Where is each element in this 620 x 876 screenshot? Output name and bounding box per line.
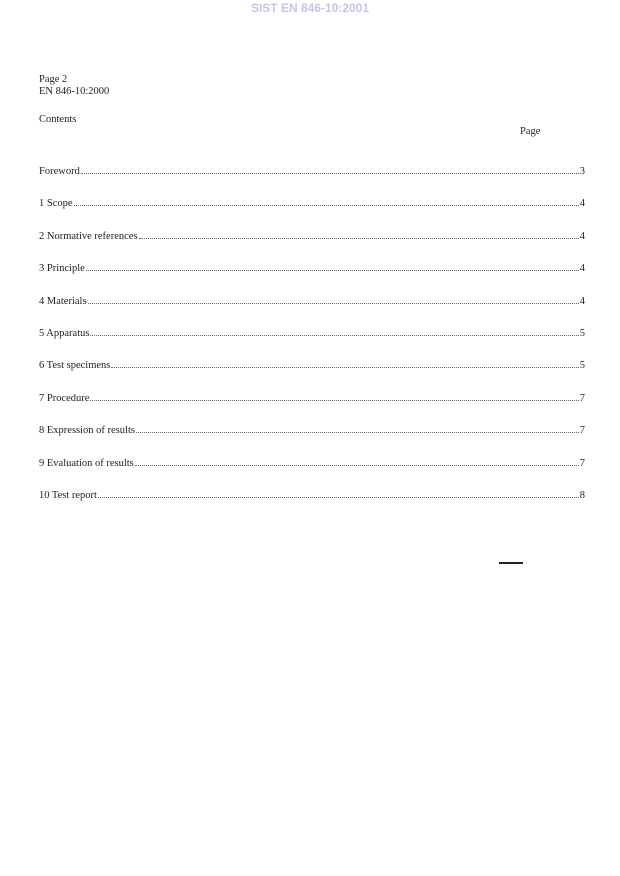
toc-entry[interactable] xyxy=(39,263,585,274)
page-column-label: Page xyxy=(520,126,541,137)
toc-entry-label: Foreword xyxy=(39,166,80,177)
toc-entry-label: 8 Expression of results xyxy=(39,425,135,437)
leader-dots xyxy=(139,238,579,239)
leader-dots xyxy=(74,205,579,206)
toc-entry-page: 7 xyxy=(579,392,585,404)
toc-entry[interactable] xyxy=(39,328,585,339)
toc-entry[interactable] xyxy=(39,360,585,371)
toc-entry[interactable] xyxy=(39,458,585,469)
toc-entry[interactable] xyxy=(39,393,585,404)
leader-dots xyxy=(111,367,578,368)
toc-entry[interactable] xyxy=(39,166,585,177)
dash-mark xyxy=(499,562,523,564)
toc-entry-page: 4 xyxy=(579,230,585,242)
toc-entry-label: 1 Scope xyxy=(39,198,73,210)
page-number: Page 2 xyxy=(39,74,68,85)
toc-entry-label: 10 Test report xyxy=(39,490,97,501)
toc-entry[interactable] xyxy=(39,231,585,242)
leader-dots xyxy=(135,465,579,466)
leader-dots xyxy=(81,173,579,174)
leader-dots xyxy=(136,432,579,433)
toc-entry-label: 5 Apparatus xyxy=(39,328,90,339)
toc-entry-label: 7 Procedure xyxy=(39,392,90,404)
leader-dots xyxy=(86,270,579,271)
toc-entry[interactable] xyxy=(39,198,585,209)
toc-entry[interactable] xyxy=(39,490,585,501)
toc-entry-label: 9 Evaluation of results xyxy=(39,457,134,469)
toc-entry-page: 4 xyxy=(579,295,585,307)
contents-title: Contents xyxy=(39,114,77,125)
toc-entry-page: 5 xyxy=(579,360,585,372)
toc-entry-page: 8 xyxy=(579,490,585,501)
leader-dots xyxy=(90,400,578,401)
toc-entry-label: 3 Principle xyxy=(39,263,85,275)
toc-entry-label: 4 Materials xyxy=(39,295,87,307)
toc-entry-page: 5 xyxy=(579,328,585,339)
toc-entry-page: 4 xyxy=(579,263,585,275)
toc-entry[interactable] xyxy=(39,296,585,307)
toc-entry-page: 4 xyxy=(579,198,585,210)
toc-entry-label: 6 Test specimens xyxy=(39,360,111,372)
toc-entry-page: 7 xyxy=(579,457,585,469)
standard-id: EN 846-10:2000 xyxy=(39,86,110,97)
leader-dots xyxy=(88,303,579,304)
toc-entry-page: 3 xyxy=(579,166,585,177)
leader-dots xyxy=(90,335,578,336)
toc-entry-label: 2 Normative references xyxy=(39,230,138,242)
toc-entry-page: 7 xyxy=(579,425,585,437)
watermark: SIST EN 846-10:2001 xyxy=(250,1,370,15)
leader-dots xyxy=(98,497,579,498)
toc-entry[interactable] xyxy=(39,425,585,436)
